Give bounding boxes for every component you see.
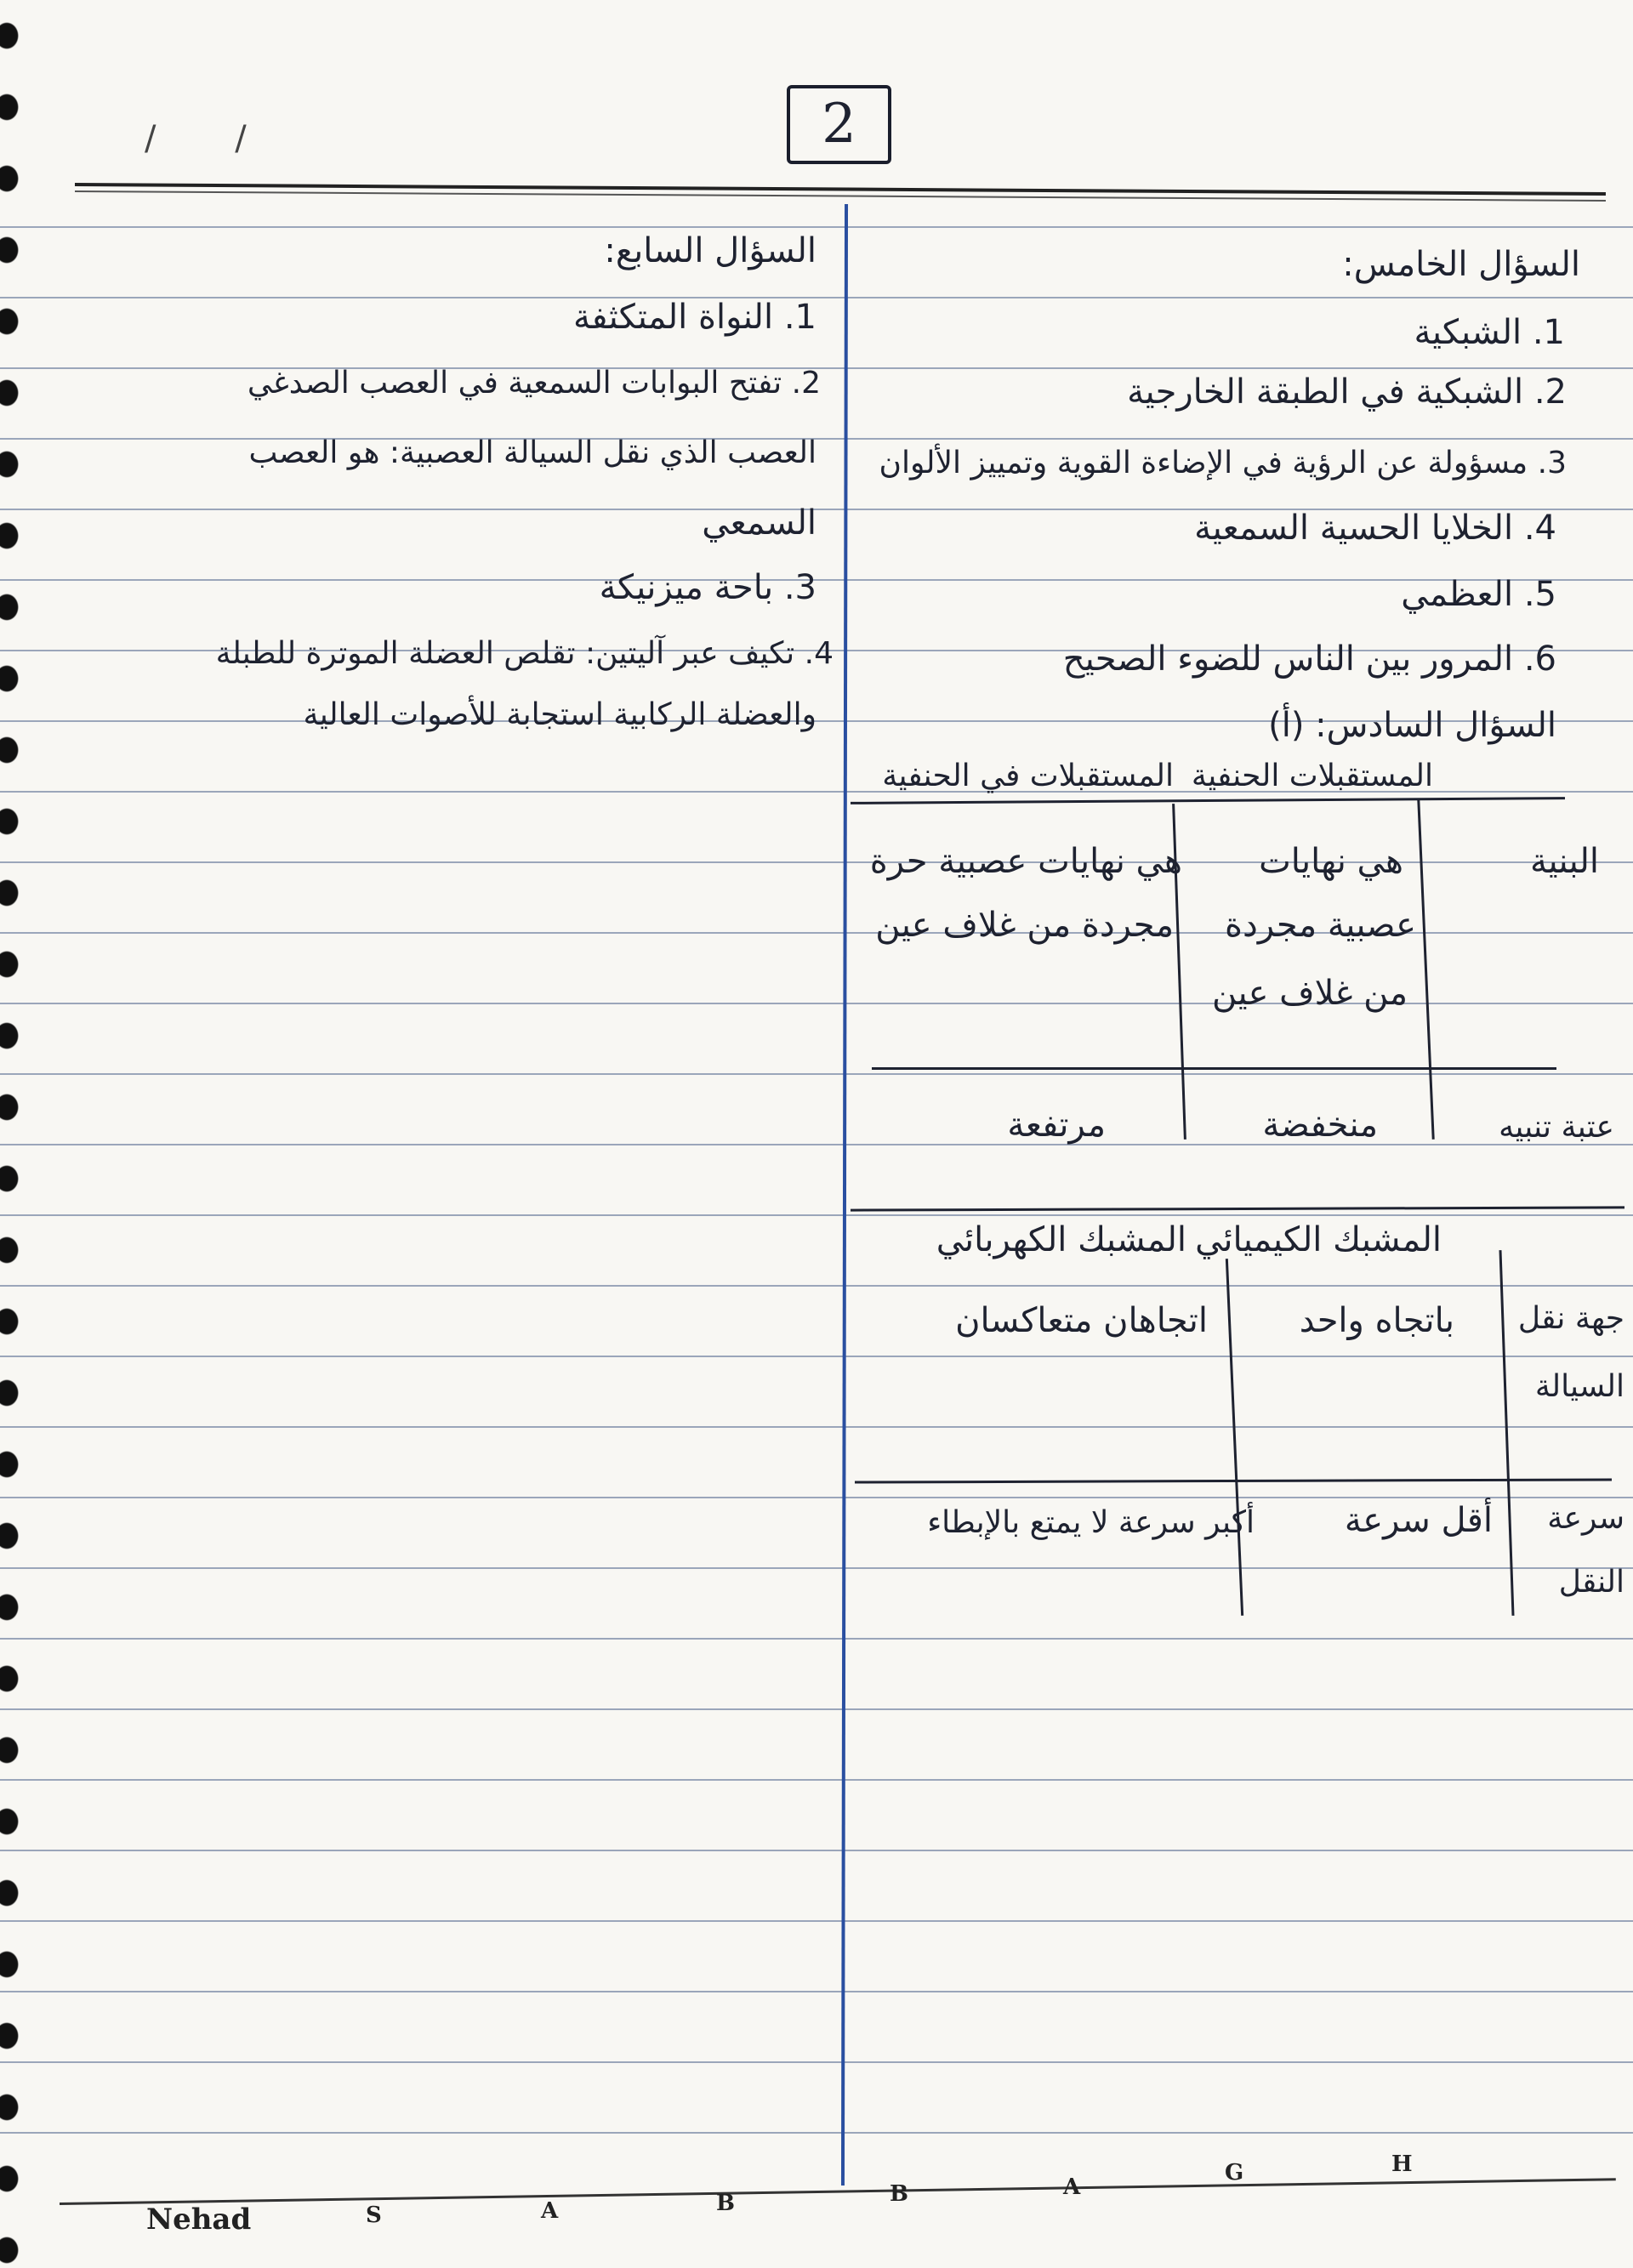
page-number-box: 2 [787,85,891,164]
table2-cell: اتجاهان متعاكسان [955,1301,1208,1340]
table1-cell: منخفضة [1262,1106,1378,1145]
table2-row-label: جهة نقل [1517,1301,1624,1336]
answer-line: 4. تكيف عبر آليتين: تقلص العضلة الموترة للطبلة [215,636,834,671]
table2-cell: أقل سرعة [1344,1501,1493,1540]
table2-cell: باتجاه واحد [1299,1301,1454,1340]
table2-row-label: النقل [1558,1565,1624,1600]
q6-heading: السؤال السادس: (أ) [1268,706,1556,745]
answer-line: 3. مسؤولة عن الرؤية في الإضاءة القوية وتمييز الألوان [879,446,1567,480]
table2-row-label: السيالة [1534,1369,1624,1404]
footer-letter: G [1225,2160,1244,2186]
table1-cell: هي نهايات عصبية حرة [869,842,1182,881]
table1-row-label: عتبة تنبيه [1499,1110,1614,1145]
answer-line: 5. العظمي [1401,575,1556,614]
answer-line: 3. باحة ميزنيكة [599,568,816,607]
q7-heading: السؤال السابع: [604,231,816,270]
student-name: Nehad [146,2203,252,2237]
table1-cell: مرتفعة [1007,1106,1106,1145]
q5-heading: السؤال الخامس: [1342,245,1580,284]
table2-header: المشبك الكهربائي [936,1220,1186,1259]
answer-line: 1. النواة المتكثفة [572,298,816,337]
table2-row-label: سرعة [1547,1501,1624,1536]
table2-cell: أكبر سرعة لا يمتع بالإبطاء [927,1505,1255,1540]
footer-letter: A [541,2198,559,2224]
table1-header: المستقبلات في الحنفية [882,759,1174,793]
table1-cell: هي نهايات [1259,842,1403,881]
footer-letter: A [1063,2174,1081,2200]
table1-row-label: البنية [1530,842,1599,881]
footer-letter: S [366,2203,382,2228]
footer-letter: B [890,2181,908,2207]
table1-cell: من غلاف عين [1212,974,1408,1013]
answer-line: 4. الخلايا الحسية السمعية [1194,509,1556,548]
answer-line: والعضلة الركابية استجابة للأصوات العالية [303,697,816,732]
table1-cell: مجردة من غلاف عين [875,906,1174,945]
answer-line: 2. الشبكية في الطبقة الخارجية [1127,372,1567,412]
answer-line: العصب الذي نقل السيالة العصبية: هو العصب [248,435,816,470]
answer-line: 1. الشبكية [1414,313,1565,352]
table1-header: المستقبلات الحنفية [1191,759,1433,793]
footer-letter: B [716,2191,735,2216]
table2-header: المشبك الكيميائي [1195,1220,1442,1259]
answer-line: 2. تفتح البوابات السمعية في العصب الصدغي [247,366,821,401]
spiral-binding [0,0,26,2268]
answer-line: السمعي [702,503,816,543]
answer-line: 6. المرور بين الناس للضوء الصحيح [1062,639,1556,679]
footer-letter: H [1391,2151,1413,2177]
table1-cell: عصبية مجردة [1225,906,1416,945]
date-field: / / [145,119,281,158]
